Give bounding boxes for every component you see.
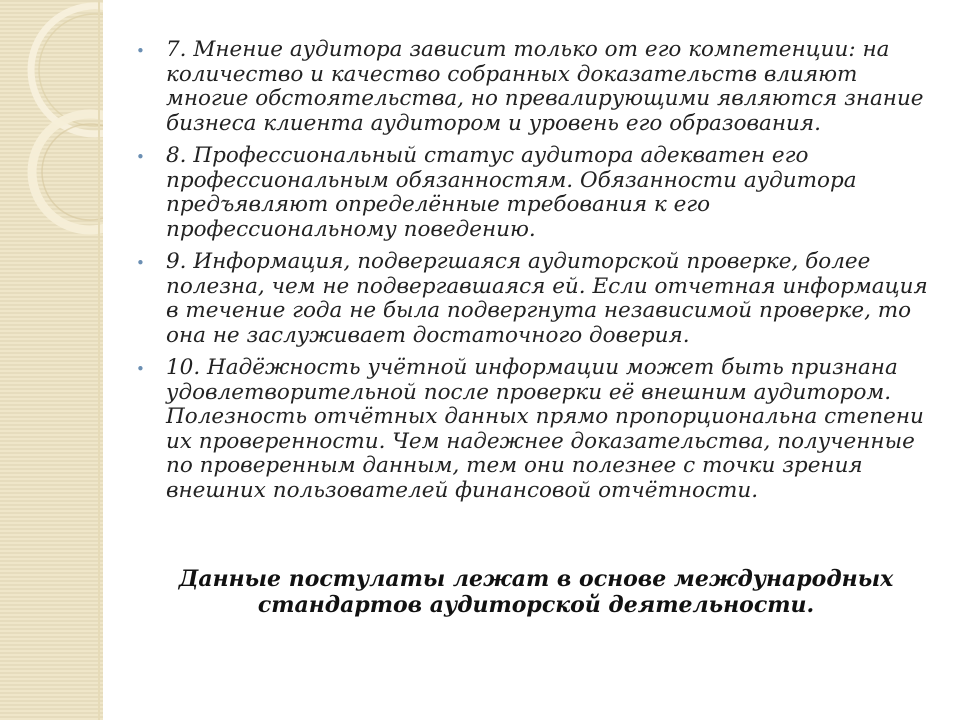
bullet-icon: • — [136, 42, 145, 60]
bullet-icon: • — [136, 254, 145, 272]
postulate-text: 7. Мнение аудитора зависит только от его компетенции: на количество и качество собранных доказательств влияют многие обстоятельства, но превалирующими являются знание бизнеса клиента аудитором и уровень его образования. — [166, 37, 924, 136]
postulate-text: 9. Информация, подвергшаяся аудиторской проверке, более полезна, чем не подвергавшаяся ей. Если отчетная информация в течение года не была подвергнута независимой проверке, то она не заслуживает достаточного доверия. — [166, 249, 928, 348]
rings-decoration-icon — [0, 0, 106, 300]
conclusion-text: Данные постулаты лежат в основе международных стандартов аудиторской деятельности. — [178, 566, 894, 618]
list-item — [134, 250, 934, 348]
side-panel-edge — [103, 0, 106, 720]
bullet-icon: • — [136, 148, 145, 166]
postulate-text: 8. Профессиональный статус аудитора адекватен его профессиональным обязанностям. Обязанности аудитора предъявляют определённые требования к его профессиональному поведению. — [166, 143, 857, 242]
list-item — [134, 38, 934, 136]
list-item — [134, 356, 934, 503]
decorative-side-panel — [0, 0, 106, 720]
list-item — [134, 144, 934, 242]
postulate-list — [134, 38, 934, 503]
postulate-text: 10. Надёжность учётной информации может быть признана удовлетворительной после проверки её внешним аудитором. Полезность отчётных данных прямо пропорциональна степени их проверенности. Чем надежнее доказательства, полученные по проверенным данным, тем они полезнее с точки зрения внешних пользователей финансовой отчётности. — [166, 355, 924, 503]
bullet-icon: • — [136, 360, 145, 378]
slide-content — [134, 38, 934, 511]
side-panel-line — [98, 0, 100, 720]
